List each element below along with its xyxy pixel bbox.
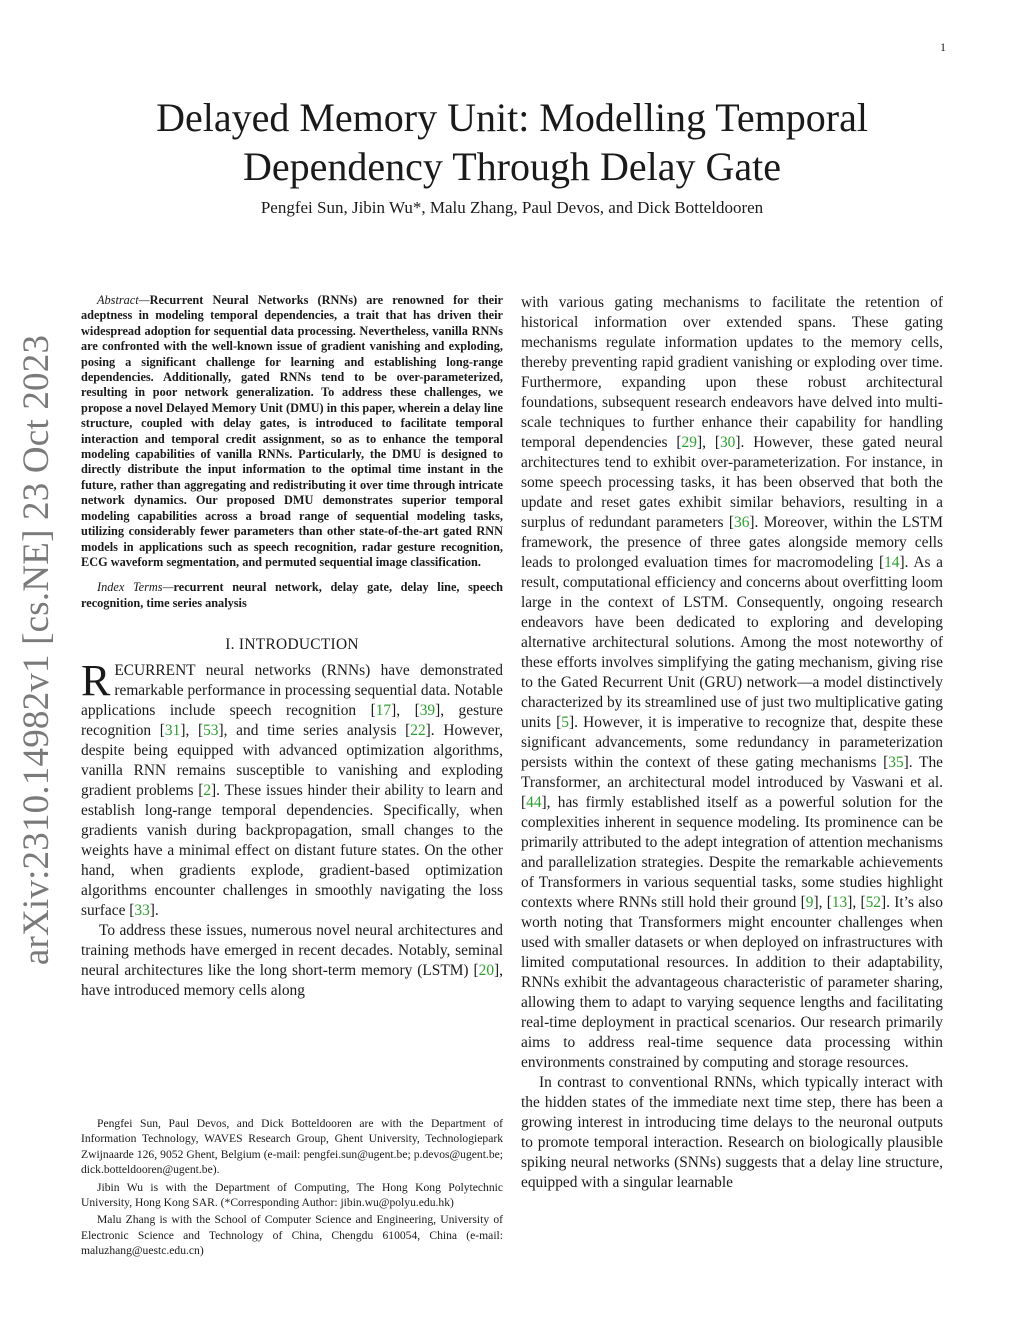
footnote-polyu: Jibin Wu is with the Department of Computing, The Hong Kong Polytechnic University, Hong Kong SAR. (*Corresponding Author: jibin.wu@polyu.edu.hk) — [81, 1180, 503, 1210]
arxiv-identifier-stamp: arXiv:2310.14982v1 [cs.NE] 23 Oct 2023 — [16, 334, 57, 966]
intro-paragraph-3 — [521, 293, 943, 1073]
citation-link[interactable]: 44 — [526, 794, 542, 811]
index-terms-paragraph — [81, 580, 503, 611]
text-span: ], [ — [180, 722, 204, 740]
index-terms-text: recurrent neural network, delay gate, delay line, speech recognition, time series analysis — [81, 580, 503, 610]
intro-paragraph-2 — [81, 921, 503, 1001]
text-span: ], gesture recognition [ — [81, 702, 503, 740]
citation-link[interactable]: 20 — [478, 962, 495, 980]
author-list: Pengfei Sun, Jibin Wu*, Malu Zhang, Paul Devos, and Dick Botteldooren — [260, 198, 764, 217]
text-span: ], [ — [391, 702, 420, 720]
paper-title: Delayed Memory Unit: Modelling Temporal Dependency Through Delay Gate — [156, 95, 868, 189]
text-span: ], [ — [696, 434, 720, 451]
index-terms-label: Index Terms— — [97, 580, 174, 595]
abstract-label: Abstract— — [97, 293, 150, 307]
text-span: ], and time series analysis [ — [218, 722, 411, 740]
text-span: ]. However, it is imperative to recognize that, despite these significant advancements, some redundancy in parameterization persists within the context of these gating mechanisms [ — [521, 714, 943, 771]
text-span: ]. However, these gated neural architectures tend to exhibit over-parameterization. For instance, in some speech processing tasks, it has been observed that both the update and reset gates exhibit similar behaviors, resulting in a surplus of redundant parameters [ — [521, 434, 943, 531]
text-span: ]. — [149, 902, 159, 920]
citation-link[interactable]: 35 — [888, 754, 904, 771]
text-span: ]. It’s also worth noting that Transformers might encounter challenges when used with smaller datasets or when deployed on infrastructures with limited computational resources. In addition to their adaptability, RNNs exhibit the advantageous characteristic of parameter sharing, allowing them to adapt to varying sequence lengths and facilitating real-time deployment in practical scenarios. Our research primarily aims to address real-time sequence data processing within environments constrained by computing and storage resources. — [521, 894, 943, 1071]
citation-link[interactable]: 5 — [561, 714, 569, 731]
citation-link[interactable]: 13 — [831, 894, 848, 911]
affiliation-footnotes — [81, 1116, 503, 1259]
citation-link[interactable]: 39 — [419, 702, 436, 720]
section-heading-introduction: I. INTRODUCTION — [225, 636, 359, 654]
text-span: ]. However, despite being equipped with advanced optimization algorithms, vanilla RNN remains susceptible to vanishing and exploding gradient problems [ — [81, 722, 503, 800]
abstract-block — [81, 293, 503, 611]
citation-link[interactable]: 33 — [134, 902, 150, 920]
text-span: ]. The Transformer, an architectural model introduced by Vaswani et al. [ — [521, 754, 943, 811]
citation-link[interactable]: 29 — [681, 434, 697, 451]
text-span: ]. These issues hinder their ability to learn and establish long-range temporal dependencies. Specifically, when gradients vanish during backpropagation, small changes to the weights have a minimal effect on distant future states. On the other hand, when gradients explode, gradient-based optimization algorithms encounter challenges in smoothly navigating the loss surface [ — [81, 782, 504, 920]
text-span: ], [ — [847, 894, 866, 911]
text-span: ], have introduced memory cells along — [81, 962, 503, 1000]
citation-link[interactable]: 2 — [203, 782, 212, 800]
abstract-text: Recurrent Neural Networks (RNNs) are renowned for their adeptness in modeling temporal dependencies, a trait that has driven their widespread adoption for sequential data processing. Nevertheless, vanilla RNNs are confronted with the well-known issue of gradient vanishing and exploding, posing a significant challenge for learning and establishing long-range dependencies. Additionally, gated RNNs tend to be over-parameterized, resulting in poor network generalization. To address these challenges, we propose a novel Delayed Memory Unit (DMU) in this paper, wherein a delay line structure, coupled with delay gates, is introduced to facilitate temporal interaction and temporal credit assignment, so as to enhance the temporal modeling capabilities of vanilla RNNs. Particularly, the DMU is designed to directly distribute the input information to the optimal time instant in the future, rather than aggregating and redistributing it over time through intricate network dynamics. Our proposed DMU demonstrates superior temporal modeling capabilities across a broad range of sequential modeling tasks, utilizing considerably fewer parameters than other state-of-the-art gated RNN models in applications such as speech recognition, radar gesture recognition, ECG waveform segmentation, and permuted sequential image classification. — [81, 293, 503, 569]
abstract-paragraph — [81, 293, 503, 570]
drop-cap-letter: R — [81, 656, 111, 706]
citation-link[interactable]: 22 — [410, 722, 426, 740]
footnote-ghent: Pengfei Sun, Paul Devos, and Dick Botteldooren are with the Department of Information Technology, WAVES Research Group, Ghent University, Technologiepark Zwijnaarde 126, 9052 Ghent, Belgium (e-mail: pengfei.sun@ugent.be; p.devos@ugent.be; dick.botteldooren@ugent.be). — [81, 1117, 503, 1177]
intro-paragraph-1 — [81, 656, 504, 921]
text-span: To address these issues, numerous novel neural architectures and training methods have emerged in recent decades. Notably, seminal neural architectures like the long short-term memory (LSTM) [ — [81, 922, 503, 980]
right-column — [521, 293, 943, 1193]
citation-link[interactable]: 53 — [203, 722, 219, 740]
citation-link[interactable]: 30 — [719, 434, 736, 451]
citation-link[interactable]: 14 — [884, 554, 900, 571]
citation-link[interactable]: 31 — [164, 722, 181, 740]
text-span: ]. As a result, computational efficiency and concerns about overfitting loom large in the context of LSTM. Consequently, ongoing research endeavors have been dedicated to exploring and developing alternative architectural solutions. Among the most noteworthy of these efforts involves simplifying the gating mechanism, giving rise to the Gated Recurrent Unit (GRU) network—a model distinctively characterized by its streamlined use of just two multiplicative gating units [ — [521, 554, 943, 731]
text-span: ], [ — [813, 894, 832, 911]
left-column — [81, 293, 503, 1001]
citation-link[interactable]: 52 — [865, 894, 881, 911]
page-number: 1 — [940, 40, 946, 54]
citation-link[interactable]: 36 — [734, 514, 750, 531]
text-span: ]. Moreover, within the LSTM framework, the presence of three gates alongside memory cells leads to prolonged evaluation times for macromodeling [ — [521, 514, 943, 571]
intro-paragraph-4: In contrast to conventional RNNs, which typically interact with the hidden states of the immediate next time step, there has been a growing interest in introducing time delays to the neuronal outputs to promote temporal interaction. Research on biologically plausible spiking neural networks (SNNs) suggests that a delay line structure, equipped with a singular learnable — [521, 1074, 943, 1191]
text-span: ECURRENT neural networks (RNNs) have demonstrated remarkable performance in processing sequential data. Notable applications include speech recognition [ — [81, 662, 503, 720]
text-span: with various gating mechanisms to facilitate the retention of historical information over extended spans. These gating mechanisms regulate information updates to the memory cells, thereby preventing rapid gradient vanishing or exploding over time. Furthermore, expanding upon these robust architectural foundations, subsequent research endeavors have delved into multi-scale techniques to further enhance their capability for handling temporal dependencies [ — [521, 294, 943, 451]
citation-link[interactable]: 17 — [375, 702, 392, 720]
citation-link[interactable]: 9 — [805, 894, 814, 911]
footnote-uestc: Malu Zhang is with the School of Computer Science and Engineering, University of Electronic Science and Technology of China, Chengdu 610054, China (e-mail: maluzhang@uestc.edu.cn) — [81, 1213, 503, 1258]
text-span: ], has firmly established itself as a powerful solution for the complexities inherent in sequence modeling. Its prominence can be primarily attributed to the adept integration of attention mechanisms and parallelization strategies. Despite the remarkable achievements of Transformers in various sequential tasks, some studies highlight contexts where RNNs still hold their ground [ — [521, 794, 943, 911]
